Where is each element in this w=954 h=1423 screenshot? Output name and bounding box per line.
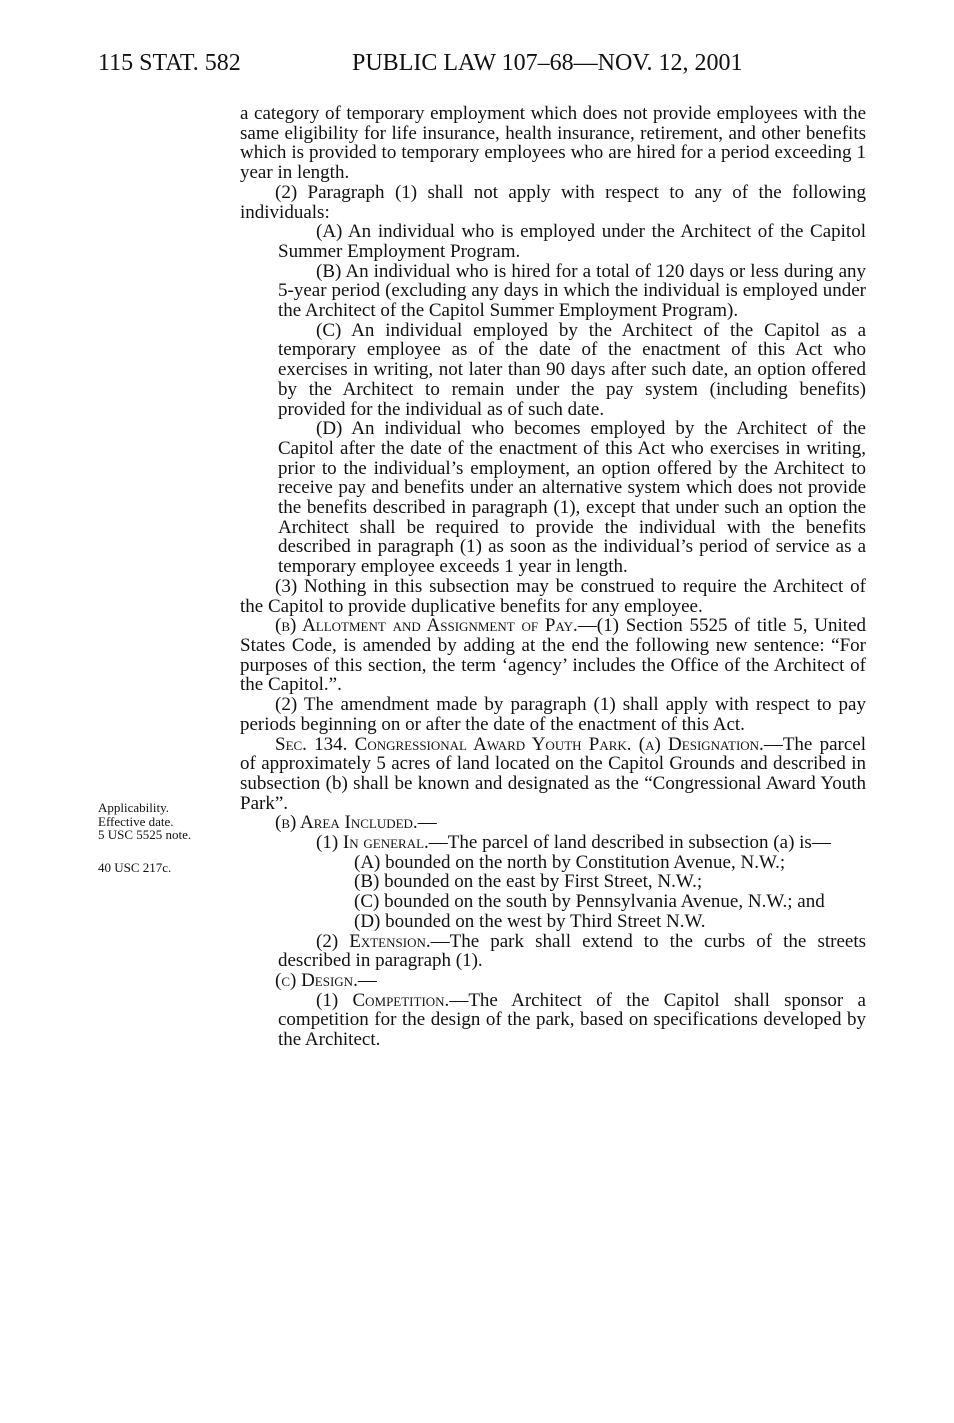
paragraph-competition (240, 991, 866, 1050)
area-included-dash: — (417, 812, 437, 834)
paragraph-continuation: a category of temporary employment which does not provide employees with the same eligibility for life insurance, health insurance, retirement, and other benefits which is provided to temporary employees who are hired for a period exceeding 1 year in length. (240, 103, 866, 184)
section-134-heading: Sec. 134. Congressional Award Youth Park. (275, 733, 632, 755)
competition-heading: (1) Competition. (316, 989, 450, 1011)
page-header (0, 50, 954, 80)
in-general-text: —The parcel of land described in subsection (a) is— (428, 832, 831, 854)
boundary-south: (C) bounded on the south by Pennsylvania Avenue, N.W.; and (354, 891, 825, 913)
subparagraph-d: (D) An individual who becomes employed by the Architect of the Capitol after the date of the enactment of this Act who exercises in writing, prior to the individual’s employment, an option offered by the Architect to receive pay and benefits under an alternative system which does not provide the benefits described in paragraph (1), except that under such an option the Architect shall be required to provide the individual with the benefits described in paragraph (1) as soon as the individual’s period of service as a temporary employee exceeds 1 year in length. (278, 418, 866, 578)
in-general-heading: (1) In general. (316, 832, 429, 854)
margin-note-applicability (98, 801, 238, 842)
subsection-a-text: —The parcel of approximately 5 acres of land located on the Capitol Grounds and described in subsection (b) shall be known and designated as the “Congressional Award Youth Park”. (240, 733, 866, 814)
public-law-title: PUBLIC LAW 107–68—NOV. 12, 2001 (352, 50, 743, 76)
stat-page-number: 115 STAT. 582 (98, 50, 241, 76)
extension-text: —The park shall extend to the curbs of the streets described in paragraph (1). (278, 930, 866, 972)
subsection-b-area (240, 813, 866, 833)
subsection-b-heading: (b) Allotment and Assignment of Pay. (275, 615, 578, 637)
subsection-b-allotment (240, 616, 866, 695)
subparagraph-b: (B) An individual who is hired for a total of 120 days or less during any 5-year period (excluding any days in which the individual is employed under the Architect of the Capitol Summer Employment Program). (278, 260, 866, 322)
margin-effective-date: Effective date. (98, 813, 174, 829)
area-included-heading: (b) Area Included. (275, 812, 418, 834)
boundary-north: (A) bounded on the north by Constitution Avenue, N.W.; (354, 851, 786, 873)
boundary-west: (D) bounded on the west by Third Street N.W. (354, 910, 706, 932)
margin-note-usc-217c (98, 861, 238, 875)
subsection-b-text: —(1) Section 5525 of title 5, United States Code, is amended by adding at the end the following new sentence: “For purposes of this section, the term ‘agency’ includes the Office of the Architect of the Capitol.”. (240, 615, 867, 696)
paragraph-in-general (240, 833, 866, 853)
subparagraph-a: (A) An individual who is employed under the Architect of the Capitol Summer Employment Program. (278, 221, 866, 262)
margin-usc-217c: 40 USC 217c. (98, 860, 172, 875)
design-heading: (c) Design. (275, 969, 358, 991)
extension-heading: (2) Extension. (316, 930, 431, 952)
paragraph-2-amendment: (2) The amendment made by paragraph (1) shall apply with respect to pay periods beginning on or after the date of the enactment of this Act. (240, 694, 866, 735)
statute-body (240, 104, 866, 1050)
margin-usc-5525: 5 USC 5525 note. (98, 827, 192, 842)
subsection-c-design (240, 971, 866, 991)
subparagraph-c: (C) An individual employed by the Architect of the Capitol as a temporary employee as of the date of the enactment of this Act who exercises in writing, not later than 90 days after such date, an option offered by the Architect to remain under the pay system (including benefits) provided for the individual as of such date. (278, 319, 866, 420)
section-134 (240, 735, 866, 814)
paragraph-extension (240, 932, 866, 971)
competition-text: —The Architect of the Capitol shall sponsor a competition for the design of the park, based on specifications developed by the Architect. (278, 989, 866, 1051)
design-dash: — (357, 969, 377, 991)
subsection-a-heading: (a) Designation. (631, 733, 764, 755)
paragraph-2: (2) Paragraph (1) shall not apply with respect to any of the following individuals: (240, 181, 866, 223)
margin-applicability: Applicability. (98, 800, 170, 815)
paragraph-3: (3) Nothing in this subsection may be construed to require the Architect of the Capitol to provide duplicative benefits for any employee. (240, 575, 866, 617)
boundary-east: (B) bounded on the east by First Street, N.W.; (354, 871, 703, 893)
